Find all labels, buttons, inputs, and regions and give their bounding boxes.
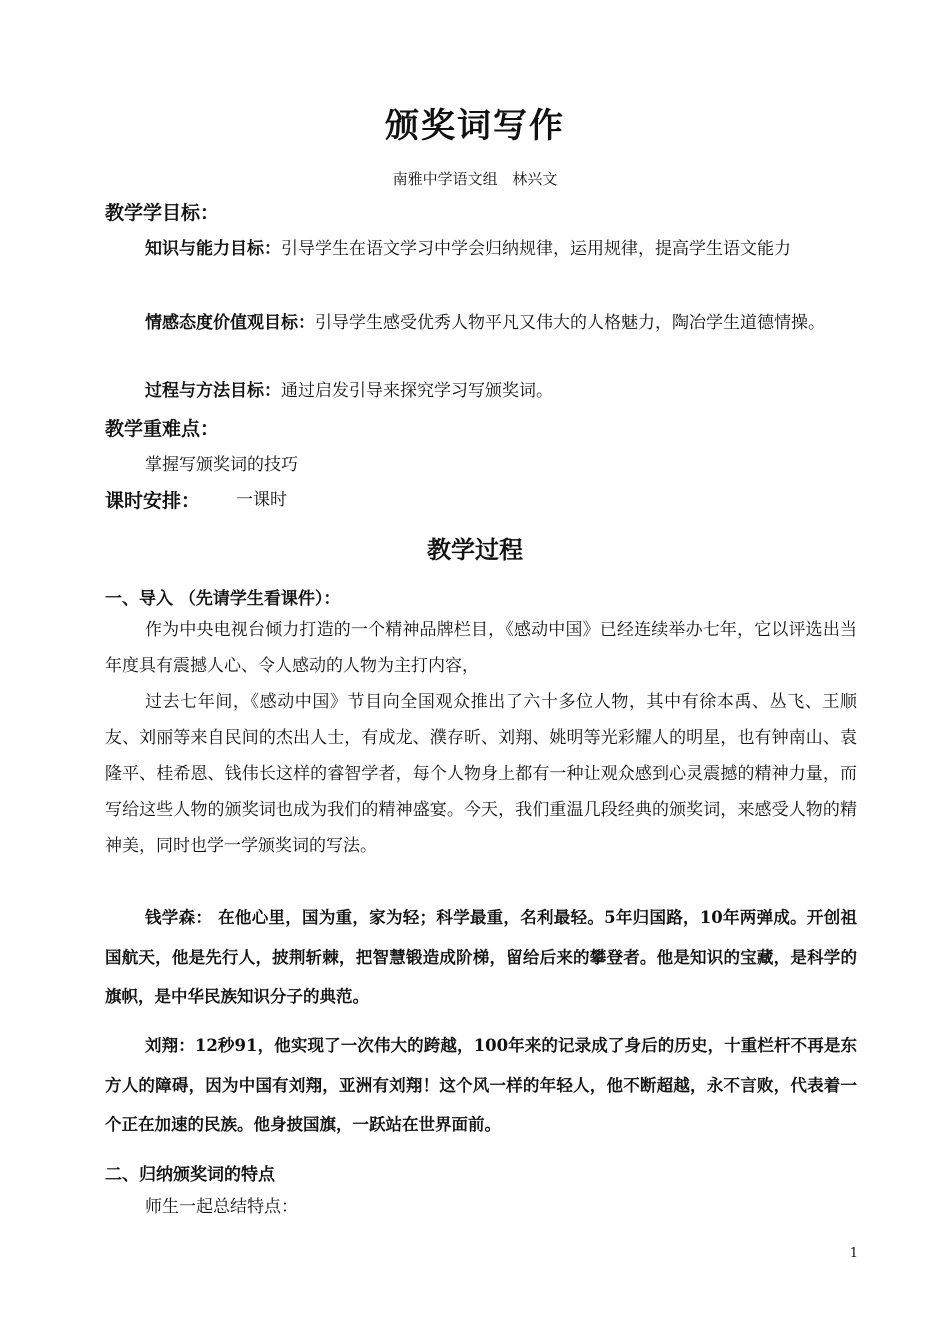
quote-qian-xuesen: 钱学森： 在他心里，国为重，家为轻；科学最重，名利最轻。5年归国路，10年两弹成。开创祖国航天，他是先行人，披荆斩棘，把智慧锻造成阶梯，留给后来的攀登者。他是知识的宝藏，是科学的旗帜，是中华民族知识分子的典范。	[105, 908, 857, 1006]
schedule-heading: 课时安排：	[105, 490, 201, 512]
emotion-goal-text: 引导学生感受优秀人物平凡又伟大的人格魅力，陶冶学生道德情操。	[315, 313, 825, 333]
page-number: 1	[849, 1246, 858, 1261]
process-goal-text: 通过启发引导来探究学习写颁奖词。	[281, 381, 553, 401]
process-goal-label: 过程与方法目标：	[145, 381, 281, 401]
knowledge-goal-text: 引导学生在语文学习中学会归纳规律，运用规律，提高学生语文能力	[281, 239, 791, 259]
process-title: 教学过程	[427, 536, 523, 564]
process-goal	[105, 376, 857, 406]
emotion-goal-label: 情感态度价值观目标：	[145, 313, 315, 333]
key-points-text: 掌握写颁奖词的技巧	[145, 455, 298, 475]
goals-heading: 教学学目标：	[105, 202, 220, 224]
schedule-text: 一课时	[236, 490, 287, 510]
intro-paragraph-2: 过去七年间，《感动中国》节目向全国观众推出了六十多位人物，其中有徐本禹、丛飞、王顺友、刘丽等来自民间的杰出人士，有成龙、濮存昕、刘翔、姚明等光彩耀人的明星，也有钟南山、袁隆平、桂希恩、钱伟长这样的睿智学者，每个人物身上都有一种让观众感到心灵震撼的精神力量，而写给这些人物的颁奖词也成为我们的精神盛宴。今天，我们重温几段经典的颁奖词，来感受人物的精神美，同时也学一学颁奖词的写法。	[105, 692, 857, 856]
knowledge-goal-label: 知识与能力目标：	[145, 239, 281, 259]
key-points-heading: 教学重难点：	[105, 418, 220, 440]
section2-text: 师生一起总结特点：	[145, 1197, 298, 1217]
quote-liu-xiang: 刘翔：12秒91，他实现了一次伟大的跨越，100年来的记录成了身后的历史，十重栏杆不再是东方人的障碍，因为中国有刘翔，亚洲有刘翔！这个风一样的年轻人，他不断超越，永不言败，代表着一个正在加速的民族。他身披国旗，一跃站在世界面前。	[105, 1036, 857, 1134]
section2-heading: 二、归纳颁奖词的特点	[105, 1165, 275, 1185]
intro-paragraph-1: 作为中央电视台倾力打造的一个精神品牌栏目，《感动中国》已经连续举办七年，它以评选出当年度具有震撼人心、令人感动的人物为主打内容，	[105, 620, 857, 676]
knowledge-goal	[105, 234, 857, 264]
doc-title: 颁奖词写作	[385, 106, 565, 146]
emotion-goal	[105, 306, 857, 340]
doc-author: 南雅中学语文组 林兴文	[392, 170, 558, 188]
section1-heading: 一、导入 （先请学生看课件）：	[105, 589, 341, 609]
